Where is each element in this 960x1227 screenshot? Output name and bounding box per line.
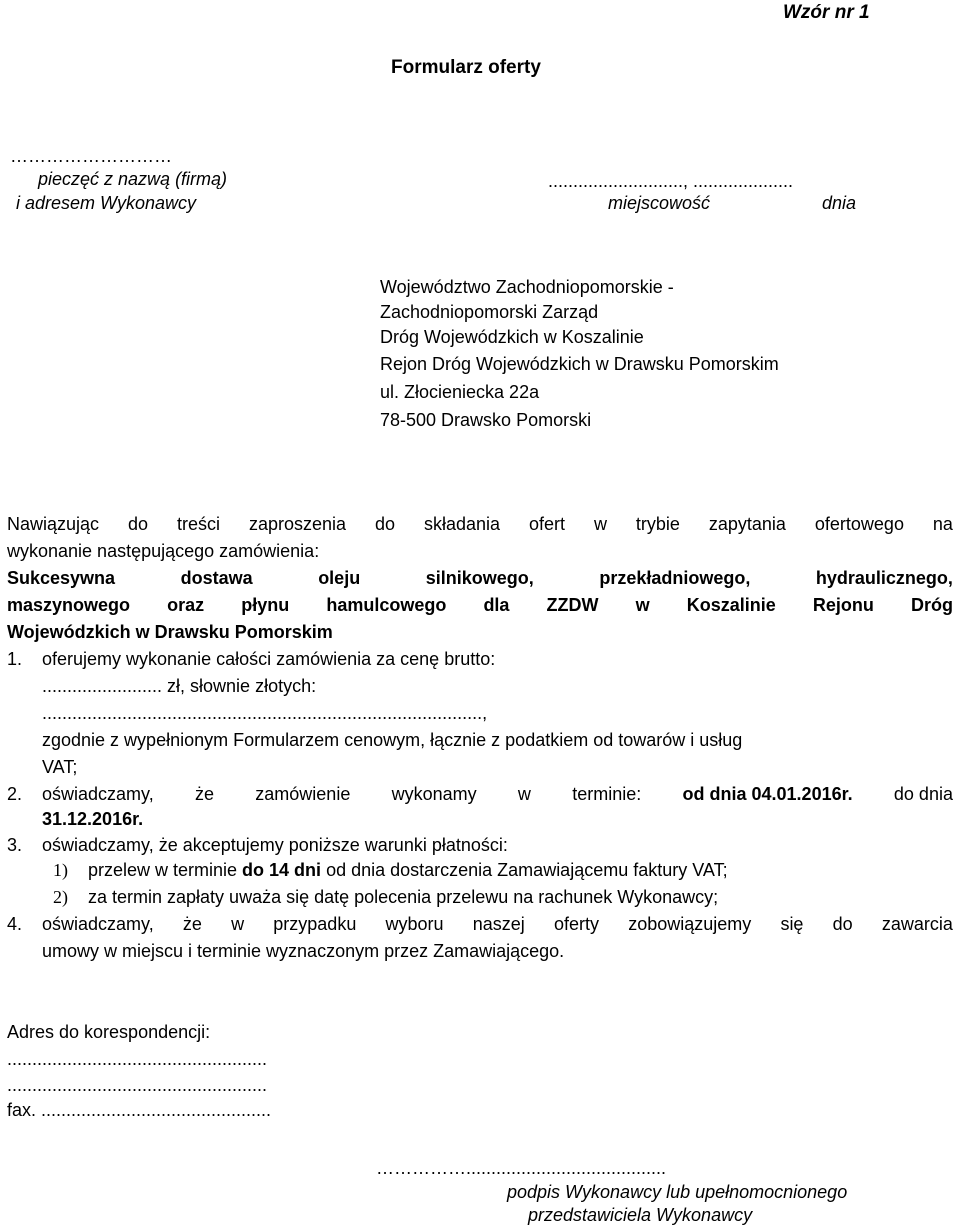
word: maszynowego (7, 595, 131, 615)
word: w (231, 914, 245, 934)
word: do dnia (893, 784, 953, 804)
recipient-line: ul. Złocieniecka 22a (380, 382, 540, 402)
word: że (194, 784, 214, 804)
word: do (374, 514, 395, 534)
place-date-dots: ..........................., .................... (548, 171, 794, 191)
word: treści (176, 514, 220, 534)
word: zawarcia (881, 914, 953, 934)
word: składania (423, 514, 501, 534)
word: do (832, 914, 853, 934)
fax-line: fax. .............................................. (7, 1100, 272, 1120)
item-text-1: oferujemy wykonanie całości zamówienia za cenę brutto: (42, 649, 496, 669)
intro-line-2: wykonanie następującego zamówienia: (7, 541, 320, 561)
word: oświadczamy, (42, 914, 154, 934)
stamp-dots: ……………………… (10, 146, 172, 166)
word: ofert (528, 514, 565, 534)
item-text-4-cont: umowy w miejscu i terminie wyznaczonym przez Zamawiającego. (42, 941, 565, 961)
stamp-label-line2: i adresem Wykonawcy (16, 193, 197, 213)
item-number-2: 2. (7, 784, 23, 804)
subject-line-1 (7, 567, 953, 589)
word: w (635, 595, 650, 615)
word: zamówienie (255, 784, 351, 804)
subitem-number-1: 1) (53, 860, 68, 880)
subject-line-3: Wojewódzkich w Drawsku Pomorskim (7, 622, 333, 642)
correspondence-line-2: .................................................... (7, 1075, 268, 1095)
word: Nawiązując (7, 514, 100, 534)
end-date: 31.12.2016r. (42, 809, 144, 829)
word: Koszalinie (686, 595, 776, 615)
word: wyboru (385, 914, 444, 934)
subitem-text-1-b: od dnia dostarczenia Zamawiającemu faktury VAT; (321, 860, 728, 880)
item-number-1: 1. (7, 649, 23, 669)
recipient-line: Dróg Wojewódzkich w Koszalinie (380, 327, 644, 347)
signature-label-line1: podpis Wykonawcy lub upełnomocnionego (507, 1182, 848, 1202)
word: oleju (318, 568, 361, 588)
start-date: od dnia 04.01.2016r. (682, 784, 853, 804)
page-title: Formularz oferty (391, 57, 541, 78)
word: hydraulicznego, (815, 568, 953, 588)
signature-label-line2: przedstawiciela Wykonawcy (528, 1205, 753, 1225)
subitem-text-2: za termin zapłaty uważa się datę polecenia przelewu na rachunek Wykonawcy; (88, 887, 719, 907)
word: Sukcesywna (7, 568, 116, 588)
word: oraz (167, 595, 205, 615)
payment-term: do 14 dni (242, 860, 322, 880)
word: dla (483, 595, 510, 615)
word: trybie (635, 514, 680, 534)
subitem-number-2: 2) (53, 887, 68, 907)
word: zobowiązujemy (628, 914, 752, 934)
form-number: Wzór nr 1 (783, 2, 870, 23)
price-label: ... zł, słownie złotych: (147, 676, 317, 696)
item-number-3: 3. (7, 835, 23, 855)
word: ofertowego (814, 514, 904, 534)
item-text-4 (42, 913, 953, 935)
word: wykonamy (391, 784, 477, 804)
date-label: dnia (822, 193, 857, 213)
price-line: ........................ zł, słownie złotych: (42, 676, 317, 696)
place-label: miejscowość (608, 193, 711, 213)
subitem-text-1 (88, 859, 728, 881)
item-text-1-vat: VAT; (42, 757, 78, 777)
recipient-line: Województwo Zachodniopomorskie - (380, 277, 674, 297)
word: przypadku (273, 914, 357, 934)
word: ZZDW (546, 595, 599, 615)
word: dostawa (180, 568, 253, 588)
item-text-2 (42, 783, 953, 805)
word: oświadczamy, (42, 784, 154, 804)
word: oferty (553, 914, 599, 934)
subject-line-2 (7, 594, 953, 616)
item-number-4: 4. (7, 914, 23, 934)
word: naszej (472, 914, 525, 934)
recipient-line: Zachodniopomorski Zarząd (380, 302, 599, 322)
correspondence-line-1: .................................................... (7, 1049, 268, 1069)
signature-dots: ……………........................................ (376, 1158, 667, 1178)
word: do (128, 514, 149, 534)
item-text-3: oświadczamy, że akceptujemy poniższe warunki płatności: (42, 835, 508, 855)
word: terminie: (572, 784, 642, 804)
recipient-line: Rejon Dróg Wojewódzkich w Drawsku Pomorskim (380, 354, 779, 374)
item-text-1-cont: zgodnie z wypełnionym Formularzem cenowym, łącznie z podatkiem od towarów i usług (42, 730, 743, 750)
price-words-line: ........................................................................................, (42, 703, 488, 723)
intro-line-1 (7, 513, 953, 535)
subitem-text-1-a: przelew w terminie (88, 860, 243, 880)
word: się (780, 914, 804, 934)
word: zaproszenia (248, 514, 347, 534)
stamp-label-line1: pieczęć z nazwą (firmą) (38, 169, 228, 189)
word: że (182, 914, 202, 934)
price-words-tail: ..., (467, 703, 488, 723)
word: płynu (241, 595, 290, 615)
recipient-line: 78-500 Drawsko Pomorski (380, 410, 592, 430)
word: przekładniowego, (599, 568, 751, 588)
word: Rejonu (812, 595, 874, 615)
correspondence-label: Adres do korespondencji: (7, 1022, 211, 1042)
word: Dróg (910, 595, 953, 615)
word: zapytania (708, 514, 786, 534)
word: silnikowego, (425, 568, 534, 588)
word: hamulcowego (326, 595, 447, 615)
word: w (517, 784, 531, 804)
word: w (593, 514, 607, 534)
word: na (932, 514, 953, 534)
